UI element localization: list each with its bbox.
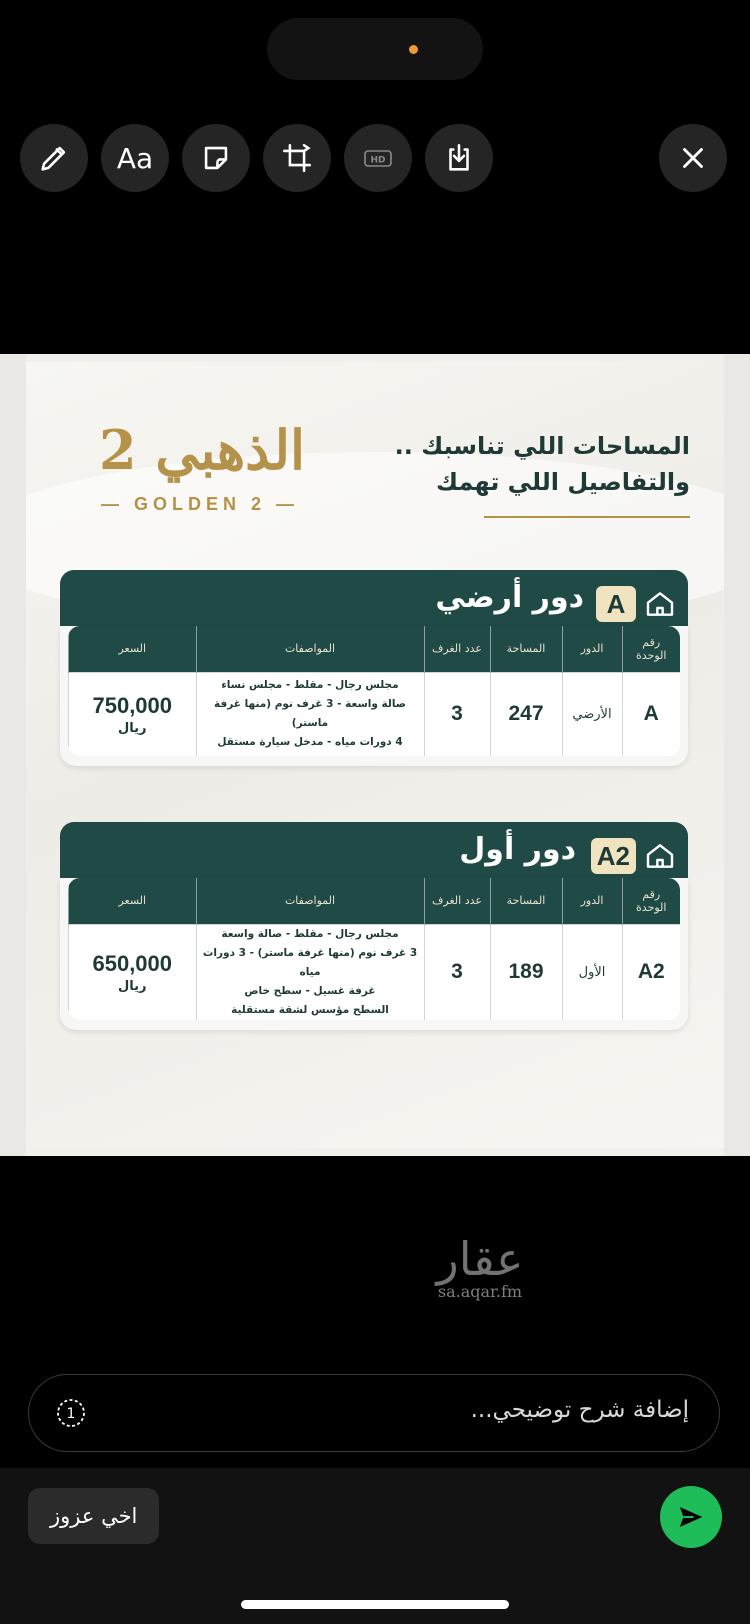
price-amount: 750,000 bbox=[92, 692, 173, 718]
hd-icon bbox=[361, 141, 395, 175]
text-tool-label: Aa bbox=[116, 141, 154, 175]
watermark-url: sa.aqar.fm bbox=[437, 1282, 523, 1301]
unit-table bbox=[68, 626, 680, 756]
column-header: رقم الوحدة bbox=[622, 878, 680, 924]
unit-table bbox=[68, 878, 680, 1020]
unit-badge: A bbox=[596, 586, 636, 622]
column-header: عدد الغرف bbox=[424, 626, 490, 672]
unit-number: A2 bbox=[622, 924, 680, 1020]
floor-title: دور أرضي bbox=[435, 580, 584, 615]
unit-rooms: 3 bbox=[424, 672, 490, 756]
draw-button[interactable] bbox=[20, 124, 88, 192]
photo-edge bbox=[0, 354, 26, 1156]
home-icon bbox=[644, 588, 676, 620]
photo-preview[interactable] bbox=[0, 354, 750, 1156]
crop-icon bbox=[280, 141, 314, 175]
table-header-row bbox=[69, 626, 681, 672]
home-indicator bbox=[241, 1600, 509, 1609]
unit-price bbox=[69, 924, 197, 1020]
price-amount: 650,000 bbox=[92, 950, 173, 976]
sticker-button[interactable] bbox=[182, 124, 250, 192]
unit-number: A bbox=[622, 672, 680, 756]
unit-area: 247 bbox=[490, 672, 562, 756]
project-name-english: — GOLDEN 2 — bbox=[100, 494, 299, 514]
send-icon bbox=[676, 1502, 706, 1532]
unit-area: 189 bbox=[490, 924, 562, 1020]
column-header: المساحة bbox=[490, 878, 562, 924]
table-header-row bbox=[69, 878, 681, 924]
spec-line: مجلس رجال - مقلط - مجلس نساء bbox=[221, 679, 399, 692]
save-button[interactable] bbox=[425, 124, 493, 192]
tagline-line: والتفاصيل اللي تهمك bbox=[436, 468, 690, 496]
text-button[interactable] bbox=[101, 124, 169, 192]
close-icon bbox=[676, 141, 710, 175]
aqar-watermark bbox=[420, 1232, 540, 1301]
unit-specs bbox=[196, 672, 424, 756]
project-name-arabic: الذهبي 2 bbox=[99, 418, 305, 482]
price-currency: ريال bbox=[117, 720, 147, 736]
unit-badge: A2 bbox=[591, 838, 636, 874]
view-once-icon[interactable] bbox=[55, 1397, 87, 1429]
download-icon bbox=[442, 141, 476, 175]
dynamic-island bbox=[267, 18, 483, 80]
caption-input[interactable] bbox=[28, 1374, 720, 1452]
poster-tagline bbox=[370, 428, 690, 500]
column-header: الدور bbox=[562, 626, 622, 672]
gold-divider bbox=[484, 516, 690, 518]
unit-floor: الأول bbox=[562, 924, 622, 1020]
watermark-logo: عقار bbox=[436, 1232, 524, 1286]
unit-card-body bbox=[60, 626, 688, 766]
unit-price bbox=[69, 672, 197, 756]
unit-card-body bbox=[60, 878, 688, 1030]
floor-title: دور أول bbox=[459, 832, 576, 867]
column-header: السعر bbox=[69, 626, 197, 672]
spec-line: مجلس رجال - مقلط - صالة واسعة bbox=[221, 927, 399, 940]
unit-specs bbox=[196, 924, 424, 1020]
crop-button[interactable] bbox=[263, 124, 331, 192]
column-header: المساحة bbox=[490, 626, 562, 672]
svg-text:1: 1 bbox=[66, 1406, 76, 1422]
hd-button[interactable] bbox=[344, 124, 412, 192]
send-button[interactable] bbox=[660, 1486, 722, 1548]
property-poster bbox=[26, 362, 724, 1148]
spec-line: 3 غرف نوم (منها غرفة ماستر) - 3 دورات مياه bbox=[202, 946, 418, 978]
price-currency: ريال bbox=[117, 978, 147, 994]
sticker-icon bbox=[199, 141, 233, 175]
spec-line: 4 دورات مياه - مدخل سيارة مستقل bbox=[217, 736, 403, 749]
spec-line: غرفة غسيل - سطح خاص bbox=[244, 984, 376, 997]
close-button[interactable] bbox=[659, 124, 727, 192]
home-icon bbox=[644, 840, 676, 872]
pencil-icon bbox=[37, 141, 71, 175]
column-header: عدد الغرف bbox=[424, 878, 490, 924]
column-header: المواصفات bbox=[196, 626, 424, 672]
unit-card bbox=[60, 822, 688, 1058]
column-header: رقم الوحدة bbox=[622, 626, 680, 672]
table-row bbox=[69, 672, 681, 756]
spec-line: صالة واسعة - 3 غرف نوم (منها غرفة ماستر) bbox=[214, 698, 406, 730]
spec-line: السطح مؤسس لشقة مستقلية bbox=[231, 1003, 389, 1016]
column-header: السعر bbox=[69, 878, 197, 924]
caption-placeholder: إضافة شرح توضيحي... bbox=[470, 1397, 689, 1423]
unit-floor: الأرضي bbox=[562, 672, 622, 756]
photo-edge bbox=[724, 354, 750, 1156]
table-row bbox=[69, 924, 681, 1020]
column-header: الدور bbox=[562, 878, 622, 924]
unit-rooms: 3 bbox=[424, 924, 490, 1020]
svg-text:HD: HD bbox=[370, 155, 386, 166]
tagline-line: المساحات اللي تناسبك .. bbox=[394, 432, 690, 460]
column-header: المواصفات bbox=[196, 878, 424, 924]
recording-indicator-dot bbox=[409, 45, 418, 54]
unit-card bbox=[60, 570, 688, 794]
recipient-chip[interactable]: اخي عزوز bbox=[28, 1488, 159, 1544]
